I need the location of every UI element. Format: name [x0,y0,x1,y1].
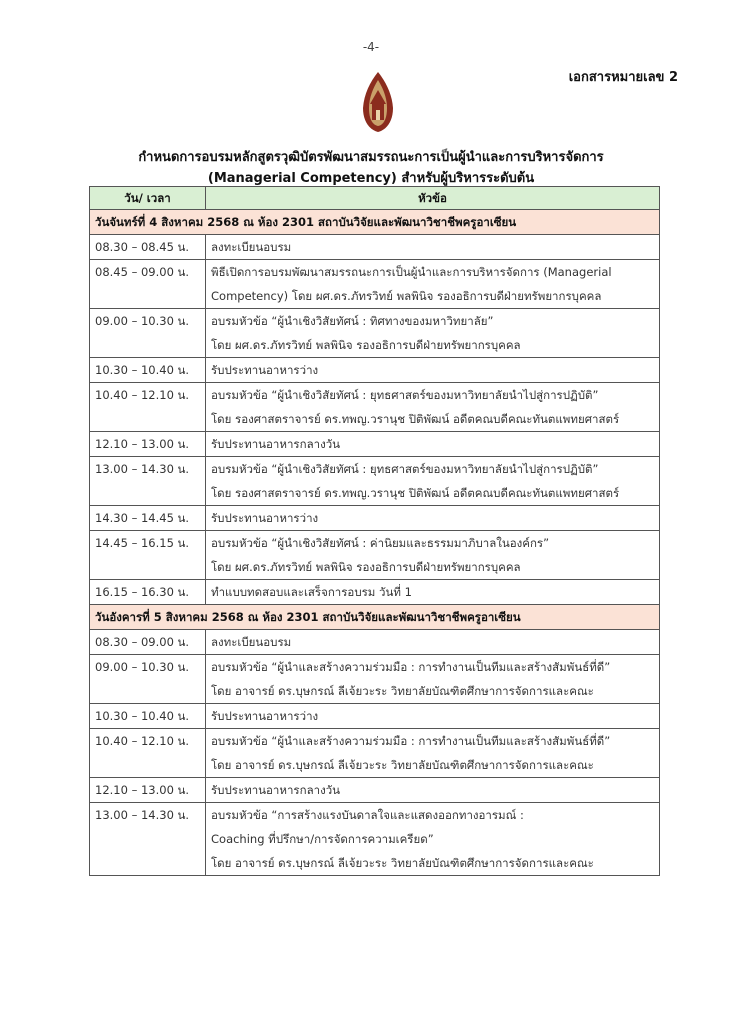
topic-line: รับประทานอาหารว่าง [211,511,319,525]
topic-line: Coaching ที่ปรึกษา/การจัดการความเครียด” [211,832,434,846]
day-2-heading: วันอังคารที่ 5 สิงหาคม 2568 ณ ห้อง 2301 สถาบันวิจัยและพัฒนาวิชาชีพครูอาเซียน [90,605,660,630]
time-cell: 16.15 – 16.30 น. [90,580,206,605]
topic-cell [206,383,660,432]
topic-cell [206,729,660,778]
table-row [90,235,660,260]
time-cell: 12.10 – 13.00 น. [90,432,206,457]
topic-cell [206,778,660,803]
topic-line: รับประทานอาหารว่าง [211,709,319,723]
topic-cell [206,432,660,457]
table-row [90,432,660,457]
time-cell: 09.00 – 10.30 น. [90,309,206,358]
topic-line: โดย ผศ.ดร.ภัทรวิทย์ พลพินิจ รองอธิการบดีฝ่ายทรัพยากรบุคคล [211,560,521,574]
topic-line: อบรมหัวข้อ “ผู้นำเชิงวิสัยทัศน์ : ค่านิยมและธรรมมาภิบาลในองค์กร” [211,536,550,550]
topic-line: อบรมหัวข้อ “ผู้นำและสร้างความร่วมมือ : การทำงานเป็นทีมและสร้างสัมพันธ์ที่ดี” [211,734,611,748]
time-cell: 10.40 – 12.10 น. [90,729,206,778]
table-row [90,803,660,876]
table-row [90,729,660,778]
topic-cell [206,457,660,506]
table-row [90,383,660,432]
topic-line: Competency) โดย ผศ.ดร.ภัทรวิทย์ พลพินิจ รองอธิการบดีฝ่ายทรัพยากรบุคคล [211,289,602,303]
topic-cell [206,235,660,260]
topic-line: รับประทานอาหารว่าง [211,363,319,377]
topic-cell [206,704,660,729]
topic-line: รับประทานอาหารกลางวัน [211,783,341,797]
time-cell: 08.45 – 09.00 น. [90,260,206,309]
table-row [90,260,660,309]
university-seal-logo [360,70,396,134]
time-cell: 12.10 – 13.00 น. [90,778,206,803]
table-row [90,704,660,729]
topic-line: โดย อาจารย์ ดร.บุษกรณ์ ลีเจ้ยวะระ วิทยาลัยบัณฑิตศึกษาการจัดการและคณะ [211,758,594,772]
topic-line: ลงทะเบียนอบรม [211,635,292,649]
table-row [90,506,660,531]
topic-cell [206,531,660,580]
table-row [90,309,660,358]
topic-cell [206,803,660,876]
table-row [90,457,660,506]
topic-line: พิธีเปิดการอบรมพัฒนาสมรรถนะการเป็นผู้นำและการบริหารจัดการ (Managerial [211,265,612,279]
topic-line: อบรมหัวข้อ “การสร้างแรงบันดาลใจและแสดงออกทางอารมณ์ : [211,808,524,822]
topic-line: อบรมหัวข้อ “ผู้นำเชิงวิสัยทัศน์ : ยุทธศาสตร์ของมหาวิทยาลัยนำไปสู่การปฏิบัติ” [211,462,599,476]
topic-line: รับประทานอาหารกลางวัน [211,437,341,451]
table-row [90,778,660,803]
document-label: เอกสารหมายเลข 2 [568,70,678,85]
column-header-topic: หัวข้อ [206,187,660,210]
topic-cell [206,630,660,655]
time-cell: 14.45 – 16.15 น. [90,531,206,580]
time-cell: 08.30 – 08.45 น. [90,235,206,260]
day-1-heading: วันจันทร์ที่ 4 สิงหาคม 2568 ณ ห้อง 2301 สถาบันวิจัยและพัฒนาวิชาชีพครูอาเซียน [90,210,660,235]
document-subtitle: (Managerial Competency) สำหรับผู้บริหารระดับต้น [207,171,535,186]
topic-line: โดย อาจารย์ ดร.บุษกรณ์ ลีเจ้ยวะระ วิทยาลัยบัณฑิตศึกษาการจัดการและคณะ [211,684,594,698]
topic-cell [206,309,660,358]
column-header-time: วัน/ เวลา [90,187,206,210]
table-row [90,655,660,704]
topic-line: โดย ผศ.ดร.ภัทรวิทย์ พลพินิจ รองอธิการบดีฝ่ายทรัพยากรบุคคล [211,338,521,352]
time-cell: 13.00 – 14.30 น. [90,803,206,876]
document-title: กำหนดการอบรมหลักสูตรวุฒิบัตรพัฒนาสมรรถนะการเป็นผู้นำและการบริหารจัดการ [138,150,604,165]
time-cell: 10.40 – 12.10 น. [90,383,206,432]
table-row [90,531,660,580]
time-cell: 09.00 – 10.30 น. [90,655,206,704]
topic-cell [206,358,660,383]
topic-cell [206,506,660,531]
time-cell: 08.30 – 09.00 น. [90,630,206,655]
topic-line: โดย รองศาสตราจารย์ ดร.ทพญ.วรานุช ปิติพัฒน์ อดีตคณบดีคณะทันตแพทยศาสตร์ [211,412,620,426]
page-number: -4- [362,40,380,54]
topic-line: อบรมหัวข้อ “ผู้นำเชิงวิสัยทัศน์ : ทิศทางของมหาวิทยาลัย” [211,314,494,328]
table-row [90,358,660,383]
topic-line: อบรมหัวข้อ “ผู้นำเชิงวิสัยทัศน์ : ยุทธศาสตร์ของมหาวิทยาลัยนำไปสู่การปฏิบัติ” [211,388,599,402]
time-cell: 10.30 – 10.40 น. [90,704,206,729]
table-row [90,580,660,605]
topic-cell [206,260,660,309]
day-header-row [90,210,660,235]
time-cell: 13.00 – 14.30 น. [90,457,206,506]
topic-cell [206,580,660,605]
topic-line: โดย อาจารย์ ดร.บุษกรณ์ ลีเจ้ยวะระ วิทยาลัยบัณฑิตศึกษาการจัดการและคณะ [211,856,594,870]
topic-line: โดย รองศาสตราจารย์ ดร.ทพญ.วรานุช ปิติพัฒน์ อดีตคณบดีคณะทันตแพทยศาสตร์ [211,486,620,500]
table-header-row [90,187,660,210]
schedule-table [89,186,660,876]
table-row [90,630,660,655]
time-cell: 10.30 – 10.40 น. [90,358,206,383]
topic-line: ทำแบบทดสอบและเสร็จการอบรม วันที่ 1 [211,585,412,599]
topic-line: อบรมหัวข้อ “ผู้นำและสร้างความร่วมมือ : การทำงานเป็นทีมและสร้างสัมพันธ์ที่ดี” [211,660,611,674]
time-cell: 14.30 – 14.45 น. [90,506,206,531]
topic-line: ลงทะเบียนอบรม [211,240,292,254]
day-header-row [90,605,660,630]
topic-cell [206,655,660,704]
